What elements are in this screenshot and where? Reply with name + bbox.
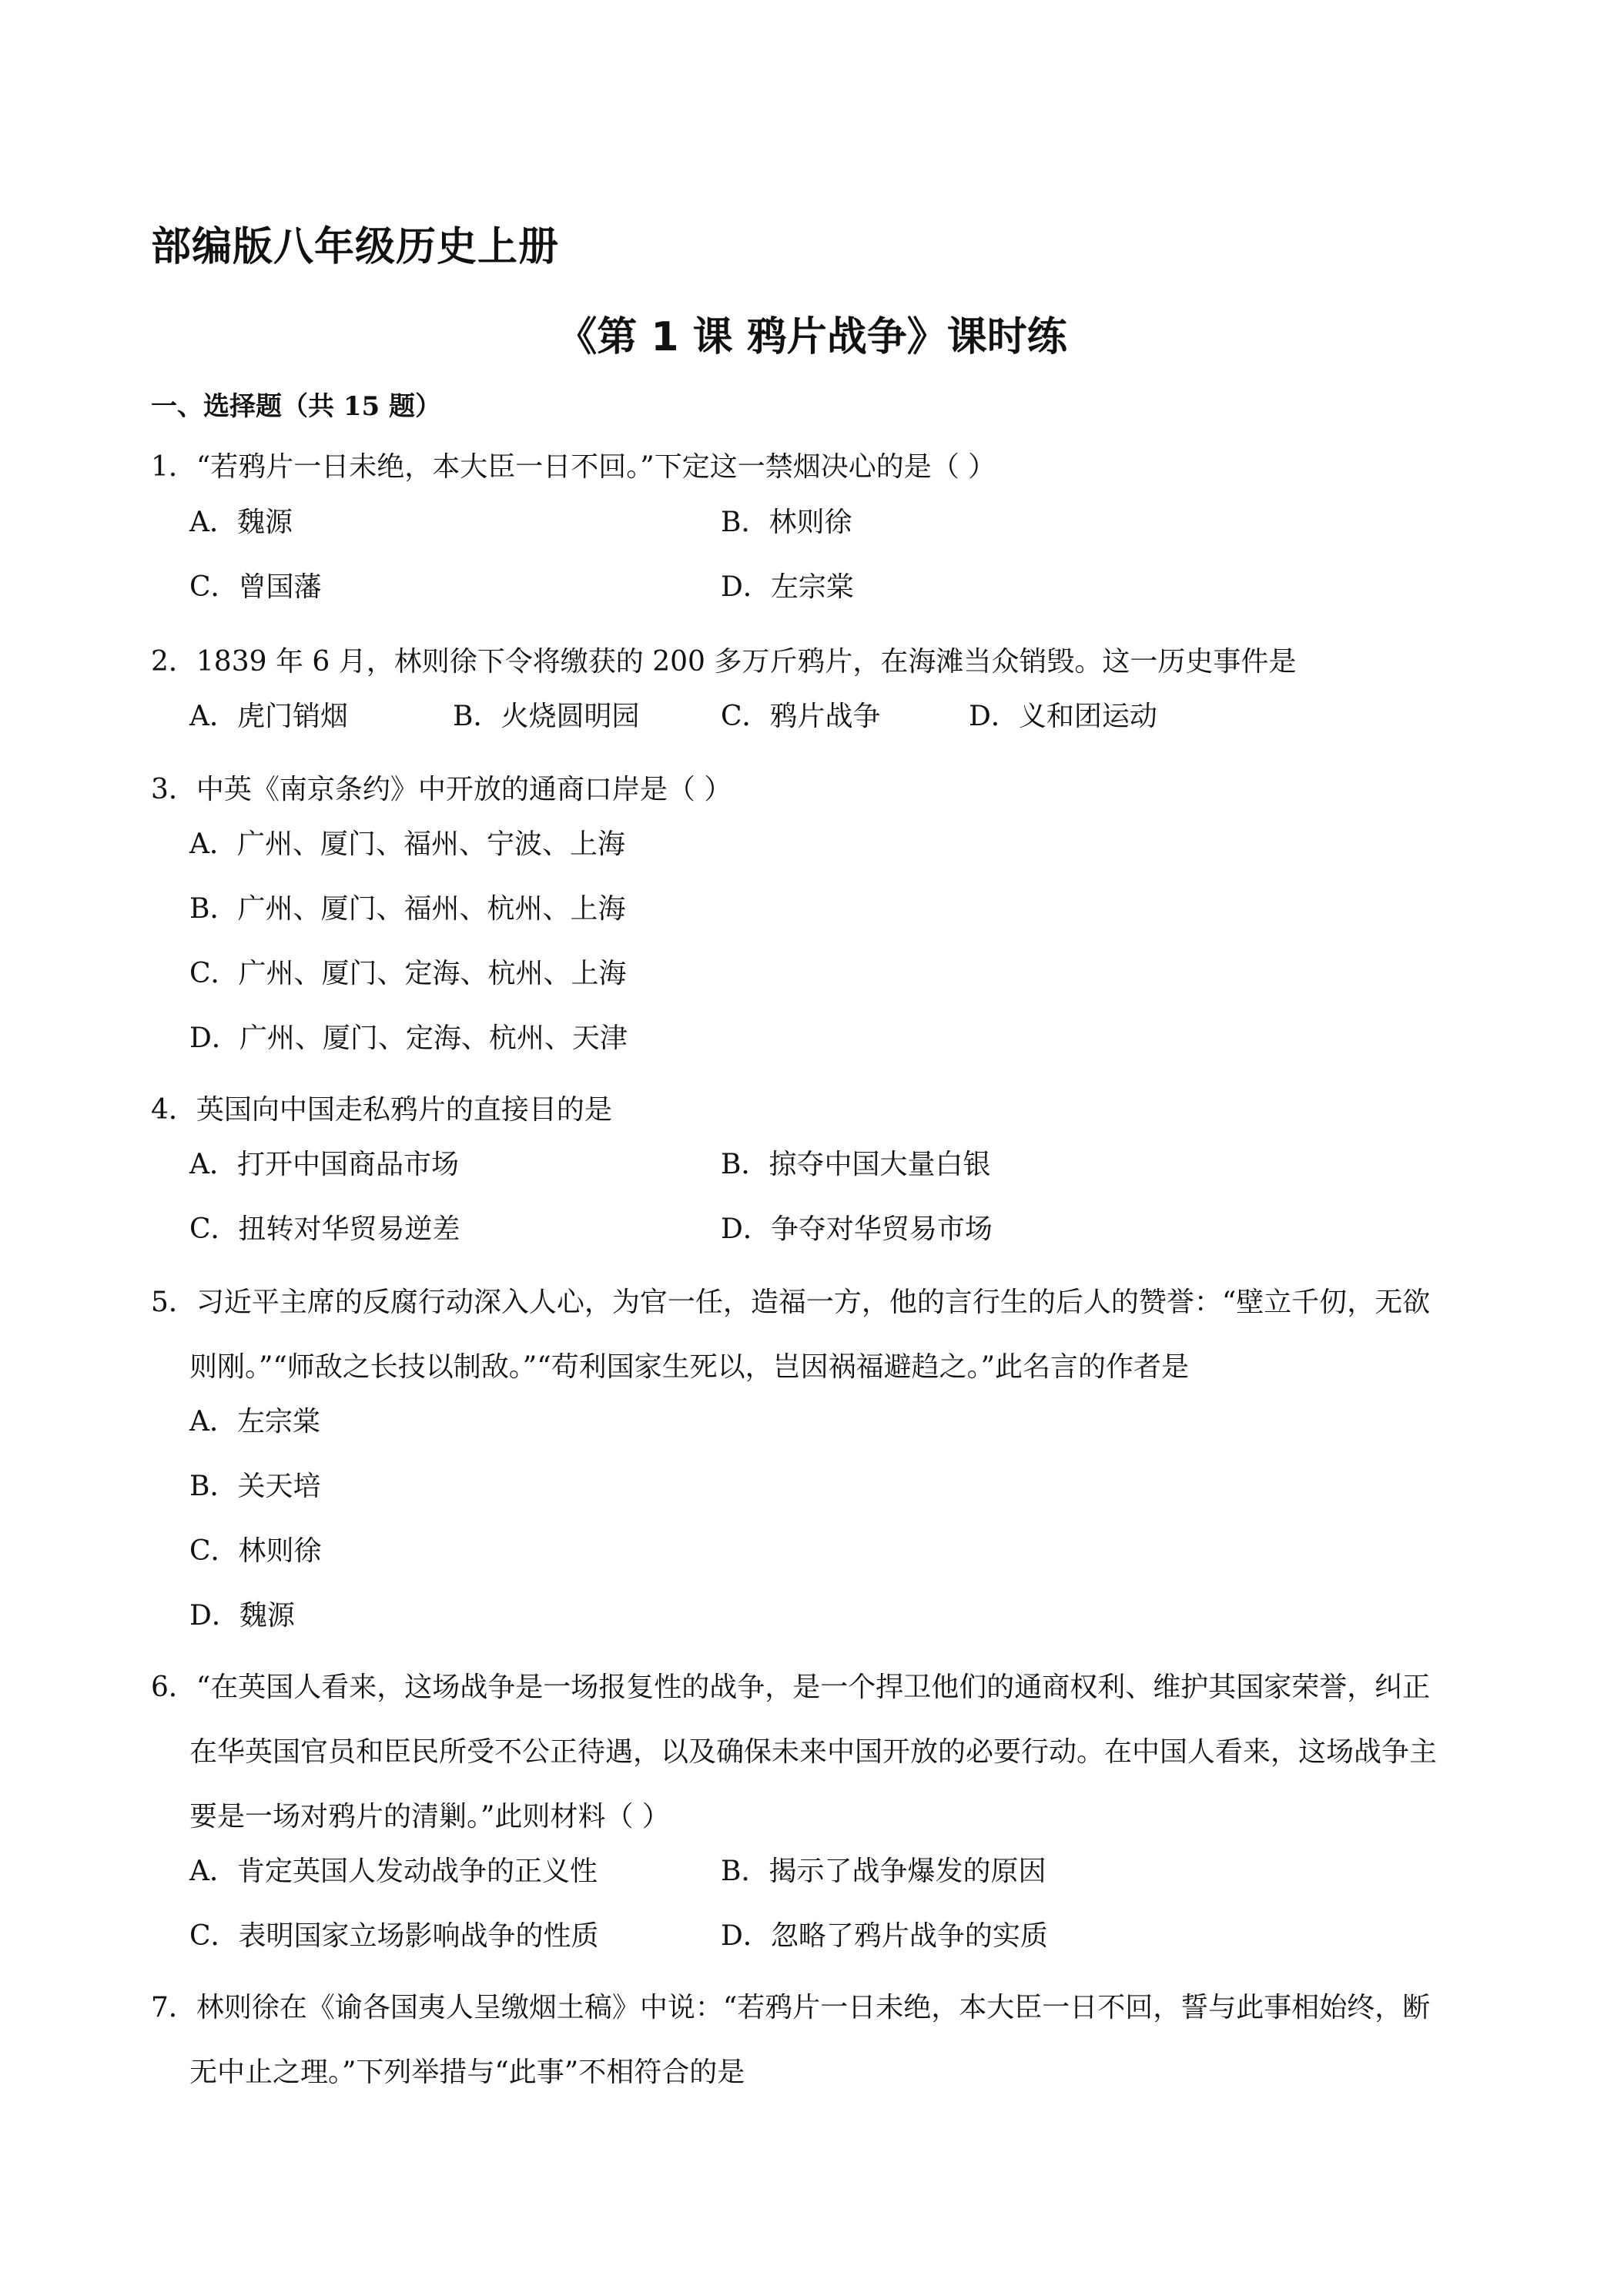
question-stem: 林则徐在《谕各国夷人呈缴烟土稿》中说：“若鸦片一日未绝，本大臣一日不回，誓与此事相始终，断 [196, 1992, 1431, 2023]
question-stem: “若鸦片一日未绝，本大臣一日不回。”下定这一禁烟决心的是（ ） [196, 451, 996, 483]
question-number: 1． [151, 451, 196, 483]
question-6-options [189, 1849, 1475, 1979]
option-a[interactable]: A．左宗棠 [189, 1406, 320, 1438]
option-c[interactable]: C．鸦片战争 [721, 701, 881, 732]
option-b[interactable]: B．广州、厦门、福州、杭州、上海 [189, 893, 626, 925]
option-b[interactable]: B．关天培 [189, 1471, 321, 1502]
option-c[interactable]: C．广州、厦门、定海、杭州、上海 [189, 958, 627, 989]
question-2 [151, 630, 1475, 694]
question-7 [151, 1976, 1475, 2105]
question-3 [151, 758, 1475, 822]
question-number: 3． [151, 774, 196, 805]
option-a[interactable]: A．虎门销烟 [189, 701, 348, 732]
question-stem-continued: 要是一场对鸦片的清剿。”此则材料（ ） [189, 1801, 670, 1832]
question-4-options [189, 1143, 1475, 1272]
option-b[interactable]: B．揭示了战争爆发的原因 [721, 1856, 1046, 1887]
option-b[interactable]: B．掠夺中国大量白银 [721, 1149, 991, 1180]
option-a[interactable]: A．打开中国商品市场 [189, 1149, 459, 1180]
question-stem-continued: 无中止之理。”下列举措与“此事”不相符合的是 [189, 2057, 745, 2088]
option-b[interactable]: B．火烧圆明园 [453, 701, 640, 732]
question-5-options [189, 1400, 1475, 1658]
question-6 [151, 1655, 1475, 1849]
question-5 [151, 1270, 1475, 1400]
question-stem-continued: 则刚。”“师敌之长技以制敌。”“苟利国家生死以，岂因祸福避趋之。”此名言的作者是 [189, 1351, 1190, 1383]
option-d[interactable]: D．魏源 [189, 1600, 295, 1632]
question-number: 4． [151, 1094, 196, 1126]
option-d[interactable]: D．广州、厦门、定海、杭州、天津 [189, 1022, 628, 1054]
question-stem: 习近平主席的反腐行动深入人心，为官一任，造福一方，他的言行生的后人的赞誉：“壁立千仞，无欲 [196, 1287, 1431, 1318]
lesson-title: 《第 1 课 鸦片战争》课时练 [557, 314, 1067, 360]
option-a[interactable]: A．魏源 [189, 507, 293, 538]
option-a[interactable]: A．广州、厦门、福州、宁波、上海 [189, 828, 625, 860]
question-stem: 英国向中国走私鸦片的直接目的是 [196, 1094, 612, 1126]
option-c[interactable]: C．表明国家立场影响战争的性质 [189, 1920, 599, 1952]
section-title: 一、选择题（共 15 题） [151, 391, 441, 422]
question-number: 5． [151, 1287, 196, 1318]
option-c[interactable]: C．林则徐 [189, 1535, 322, 1567]
option-d[interactable]: D．义和团运动 [969, 701, 1157, 732]
question-stem: 中英《南京条约》中开放的通商口岸是（ ） [196, 774, 732, 805]
option-c[interactable]: C．扭转对华贸易逆差 [189, 1213, 460, 1245]
question-1 [151, 435, 1475, 500]
question-4 [151, 1078, 1475, 1143]
option-d[interactable]: D．左宗棠 [721, 571, 854, 603]
question-number: 2． [151, 646, 196, 678]
question-number: 6． [151, 1672, 196, 1703]
question-1-options [189, 500, 1475, 631]
option-c[interactable]: C．曾国藩 [189, 571, 322, 603]
option-d[interactable]: D．忽略了鸦片战争的实质 [721, 1920, 1048, 1952]
question-stem-continued: 在华英国官员和臣民所受不公正待遇，以及确保未来中国开放的必要行动。在中国人看来，这场战争主 [189, 1736, 1438, 1768]
question-stem: 1839 年 6 月，林则徐下令将缴获的 200 多万斤鸦片，在海滩当众销毁。这一历史事件是 [196, 646, 1297, 678]
question-stem: “在英国人看来，这场战争是一场报复性的战争，是一个捍卫他们的通商权利、维护其国家荣誉，纠正 [196, 1672, 1431, 1703]
option-d[interactable]: D．争夺对华贸易市场 [721, 1213, 993, 1245]
question-number: 7． [151, 1992, 196, 2023]
question-2-options [189, 694, 1475, 759]
book-title: 部编版八年级历史上册 [151, 224, 560, 270]
option-b[interactable]: B．林则徐 [721, 507, 852, 538]
option-a[interactable]: A．肯定英国人发动战争的正义性 [189, 1856, 598, 1887]
question-3-options [189, 822, 1475, 1081]
